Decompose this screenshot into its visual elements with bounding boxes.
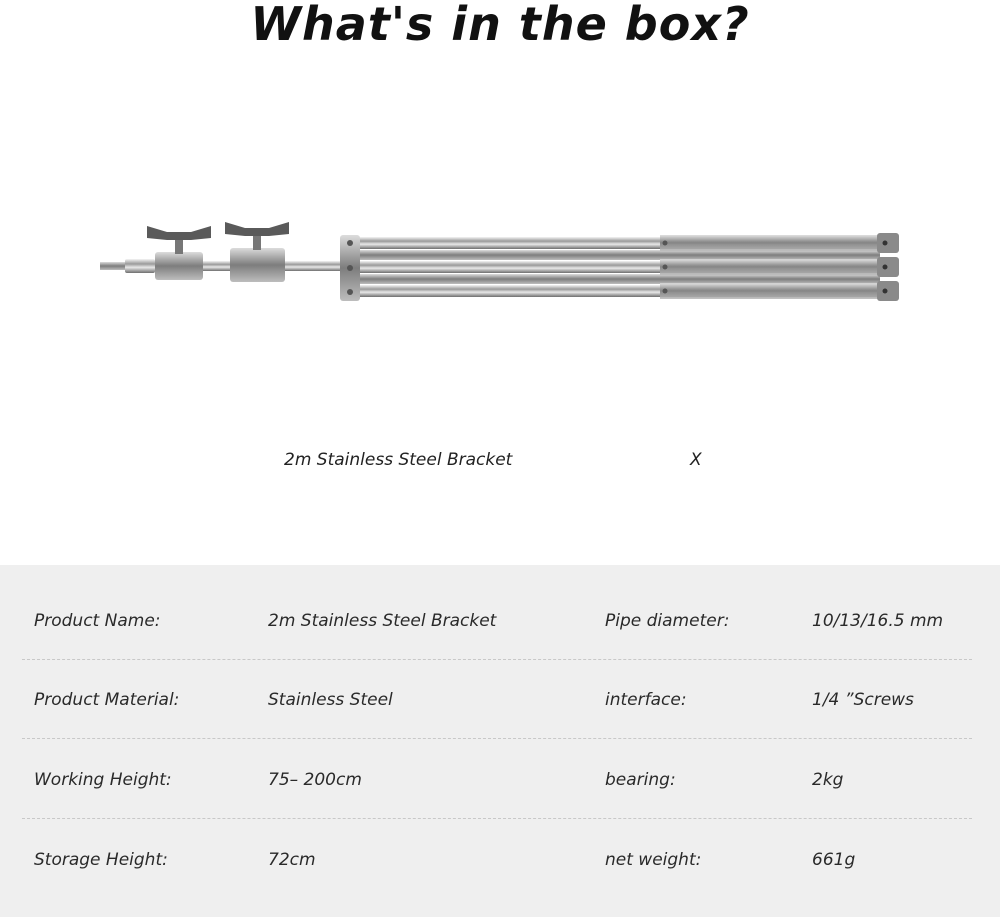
spec-value: Stainless Steel (268, 690, 393, 710)
spec-label: interface: (605, 690, 687, 710)
spec-value: 1/4 ”Screws (812, 690, 914, 710)
stainless-steel-bracket-image (95, 210, 915, 320)
spec-value: 2kg (812, 770, 844, 790)
row-divider (22, 818, 972, 819)
spec-value: 2m Stainless Steel Bracket (268, 611, 497, 631)
spec-label: Pipe diameter: (605, 611, 730, 631)
spec-value: 72cm (268, 850, 316, 870)
spec-value: 10/13/16.5 mm (812, 611, 944, 631)
row-divider (22, 659, 972, 660)
spec-row (22, 821, 972, 899)
spec-row (22, 582, 972, 660)
row-divider (22, 738, 972, 739)
spec-label: Storage Height: (34, 850, 168, 870)
spec-table (0, 565, 1000, 917)
spec-row (22, 661, 972, 739)
spec-label: Working Height: (34, 770, 172, 790)
page-title: What's in the box? (250, 0, 750, 51)
spec-value: 661g (812, 850, 856, 870)
spec-label: bearing: (605, 770, 676, 790)
spec-value: 75– 200cm (268, 770, 362, 790)
spec-row (22, 741, 972, 819)
spec-label: Product Material: (34, 690, 180, 710)
box-item-name: 2m Stainless Steel Bracket (284, 450, 513, 470)
spec-label: Product Name: (34, 611, 161, 631)
spec-label: net weight: (605, 850, 702, 870)
box-quantity-mark: X (690, 450, 702, 470)
